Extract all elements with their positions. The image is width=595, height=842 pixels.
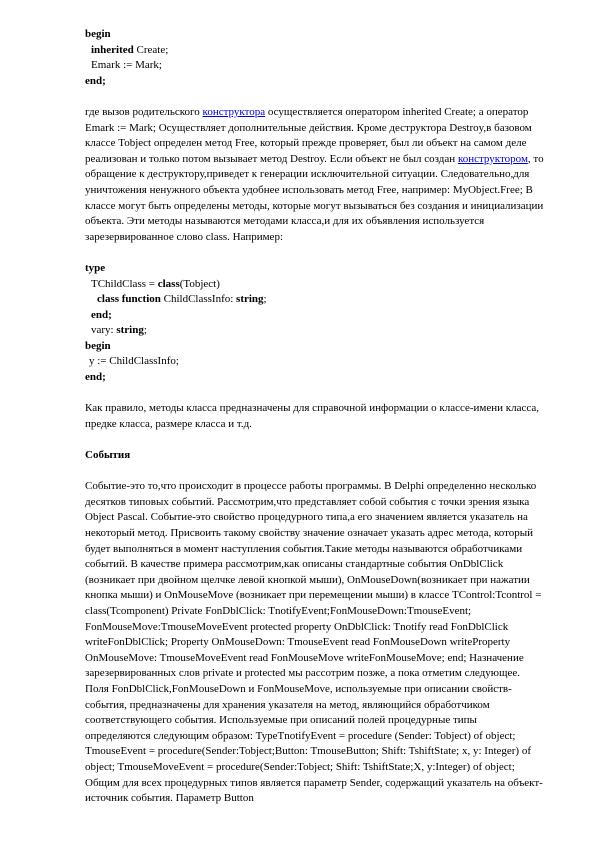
code-line xyxy=(85,323,545,339)
text: осуществляется оператором inherited Create; а оператор Emark := Mark; Осуществляет дополнительные действия. Кроме деструктора Destroy,в базовом классе Tobject определен метод Free, который прежде проверяет, был ли объект на самом деле реализован и только потом вызывает метод Destroy. Если объект не был создан xyxy=(85,105,532,165)
code-line: y := ChildClassInfo; xyxy=(89,355,179,368)
paragraph-events: Событие-это то,что происходит в процессе работы программы. В Delphi определенно несколько десятков типовых событий. Рассмотрим,что представляет собой события с точки зрения языка Object Pascal. Событие-это свойство процедурного типа,а его значением является указатель на некоторый метод. Присвоить такому свойству значение означает указать адрес метода, который будет выполняться в момент наступления события.Такие методы называются обработчиками событий. В качестве примера рассмотрим,как описаны стандартные события OnDblClick (возникает при двойном щелчке левой кнопкой мыши), OnMouseDown(возникает при нажатии кнопка мыши) и OnMouseMove (возникает при перемещении мыши) в классе TControl:Tcontrol = class(Tcomponent) Private FonDblClick: TnotifyEvent;FonMouseDown:TmouseEvent; FonMouseMove:TmouseMoveEvent protected property OnDblClick: Tnotify read FonDblClick writeFonDblClick; Property OnMouseDown: TmouseEvent read FonMouseDown writeProperty OnMouseMove: TmouseMoveEvent read FonMouseMove writeFonMouseMove; end; Назначение зарезервированных слов private и protected мы рассотрим позже, а пока отметим следующее. Поля FonDblClick,FonMouseDown и FonMouseMove, используемые при описании свойств-события, предназначены для хранения указателя на метод, являющийся обработчиком соответствующего события. Используемые при описаний полей процедурные типы определяются следующим образом: TypeTnotifyEvent = procedure (Sender: Tobject) of object; TmouseEvent = procedure(Sender:Tobject;Button: TmouseButton; Shift: TshiftState; x, y: Integer) of object; TmouseMoveEvent = procedure(Sender:Tobject; Shift: TshiftState;X, y:Integer) of object; Общим для всех процедурных типов является параметр Sender, содержащий указатель на объект-источник события. Параметр Button xyxy=(85,480,543,805)
spacer xyxy=(85,464,545,480)
keyword: string xyxy=(116,324,144,337)
code-text: ChildClassInfo: xyxy=(160,293,237,306)
code-line: end; xyxy=(91,308,112,321)
code-block-class-method xyxy=(85,261,545,386)
code-text: Create; xyxy=(133,43,169,56)
code-text: ; xyxy=(143,324,147,337)
spacer xyxy=(85,386,545,402)
code-text: (Tobject) xyxy=(179,277,220,290)
keyword: class xyxy=(157,277,180,290)
code-line: begin xyxy=(85,28,111,40)
code-text: TChildClass = xyxy=(91,277,158,290)
spacer xyxy=(85,432,545,448)
spacer xyxy=(85,89,545,105)
code-line xyxy=(85,277,545,293)
code-line: begin xyxy=(85,339,111,352)
paragraph-class-methods: Как правило, методы класса предназначены для справочной информации о классе-имени класса, предке класса, размере класса и т.д. xyxy=(85,402,540,430)
keyword: string xyxy=(236,293,264,306)
text: где вызов родительского xyxy=(85,105,203,118)
keyword: class function xyxy=(97,293,161,306)
code-line xyxy=(85,292,545,308)
keyword: inherited xyxy=(91,43,134,56)
document-page xyxy=(85,27,545,807)
code-line: Emark := Mark; xyxy=(91,59,162,72)
spacer xyxy=(85,245,545,261)
code-block-constructor xyxy=(85,27,545,89)
code-line: type xyxy=(85,261,106,274)
section-heading-events: События xyxy=(85,449,131,462)
code-text: vary: xyxy=(91,324,117,337)
text: , то обращение к деструктору,приведет к генерации исключительной ситуации. Следовательно,для уничтожения ненужного объекта удобнее использовать метод Free, например: MyObject.Free; В классе могут быть определены методы, которые могут вызываться без создания и инициализации объекта. Эти методы называются методами класса,и для их объявления используется зарезервированное слово class. Например: xyxy=(85,152,544,243)
code-line: end; xyxy=(85,74,106,87)
code-line: end; xyxy=(85,371,106,384)
code-text: ; xyxy=(263,293,267,306)
code-line xyxy=(85,43,545,59)
link-constructor[interactable]: конструктора xyxy=(202,105,266,118)
paragraph-destructor xyxy=(85,105,545,245)
link-constructor-2[interactable]: конструктором xyxy=(457,152,528,165)
